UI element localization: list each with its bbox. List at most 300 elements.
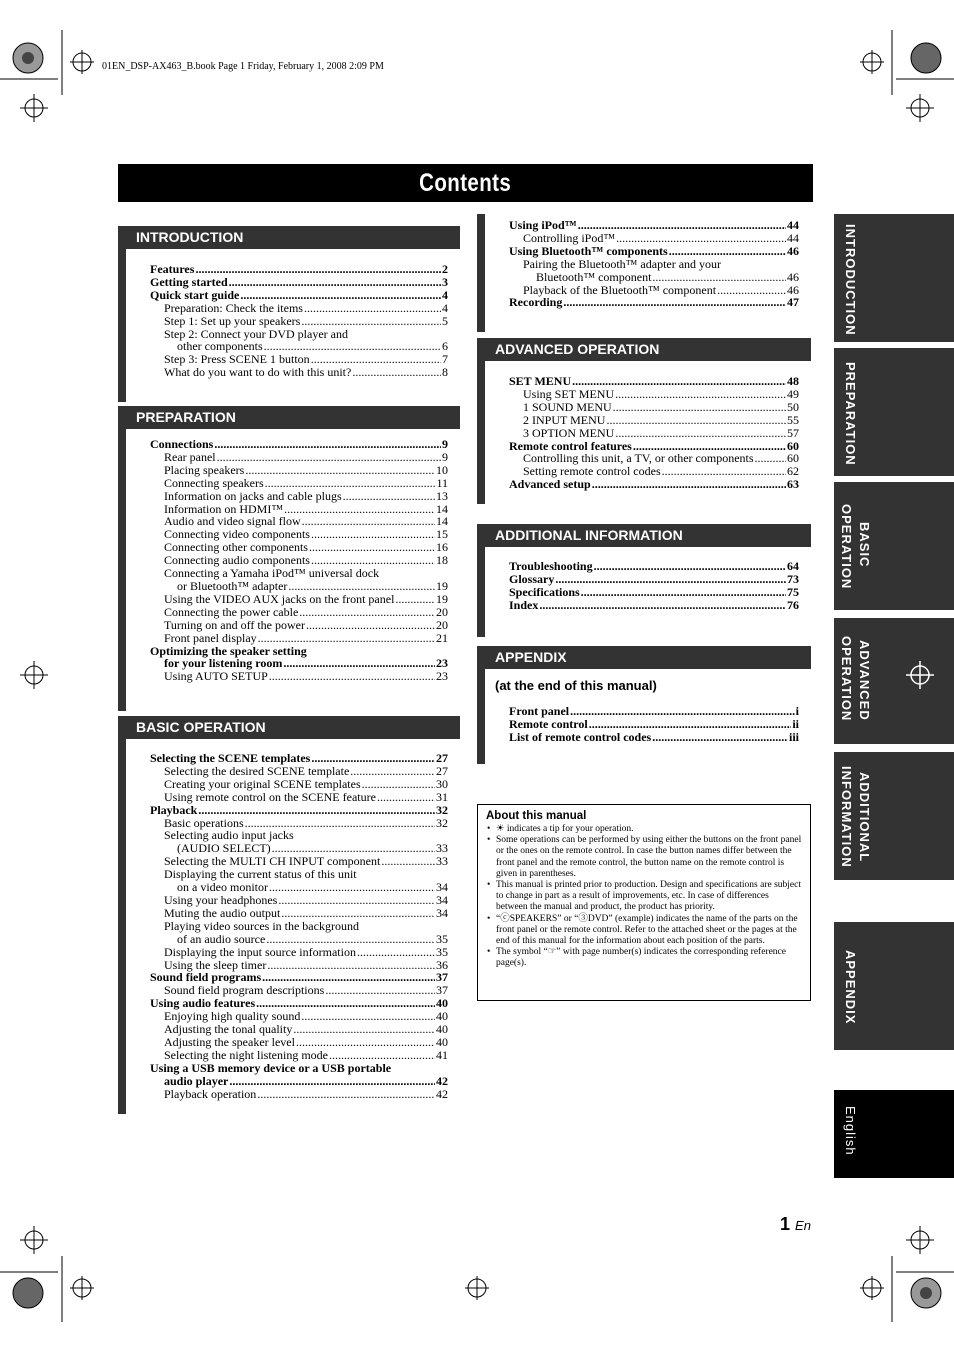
toc-leader-dots [325, 984, 435, 997]
toc-entry-page: 48 [787, 374, 799, 388]
toc-entry-title: Displaying the current status of this unit [164, 867, 357, 882]
toc-entry-title: Step 3: Press SCENE 1 button [164, 352, 310, 367]
toc-entry[interactable] [150, 464, 448, 477]
toc-entry[interactable] [150, 1062, 448, 1075]
section-heading: INTRODUCTION [118, 226, 460, 249]
toc-entry-title: Advanced setup [509, 477, 591, 492]
toc-entry-title: (AUDIO SELECT) [177, 841, 271, 856]
toc-entry-page: 11 [436, 475, 448, 490]
toc-entry[interactable] [150, 765, 448, 778]
toc-entry-title: Playing video sources in the background [164, 918, 359, 933]
toc-leader-dots [288, 580, 435, 593]
tab-label: INTRODUCTION [843, 224, 858, 336]
toc-entry[interactable] [150, 451, 448, 464]
about-bullet: • The symbol “☞” with page number(s) indicates the corresponding reference page(s). [486, 947, 802, 969]
toc-entry-page: i [795, 704, 799, 718]
toc-entry[interactable] [150, 1049, 448, 1062]
toc-leader-dots [198, 804, 435, 817]
toc-entry-page: 44 [787, 218, 799, 232]
toc-entry[interactable] [509, 599, 799, 612]
toc-leader-dots [269, 881, 435, 894]
toc-entry-page: 18 [436, 553, 448, 568]
toc-entry-page: 20 [436, 617, 448, 632]
toc-leader-dots [589, 718, 792, 731]
toc-leader-dots [293, 1023, 435, 1036]
toc-entry-title: Using the sleep timer [164, 957, 267, 972]
toc-leader-dots [362, 778, 435, 791]
toc-entry-page: 23 [436, 656, 448, 671]
toc-leader-dots [578, 219, 786, 232]
toc-entry-page: 42 [436, 1086, 448, 1101]
about-heading: About this manual [486, 810, 587, 822]
toc-leader-dots [717, 284, 786, 297]
toc-entry-title: SET MENU [509, 374, 572, 388]
toc-entry-page: 37 [436, 970, 448, 985]
toc-entry-page: 32 [436, 815, 448, 830]
toc-entry-page: 64 [787, 559, 799, 573]
toc-leader-dots [669, 245, 786, 258]
toc-entry-title: Information on jacks and cable plugs [164, 488, 342, 503]
toc-entry-page: 34 [436, 905, 448, 920]
toc-entry-page: 32 [436, 802, 448, 817]
toc-entry-title: Turning on and off the power [164, 617, 305, 632]
toc-entry-title: Adjusting the tonal quality [164, 1022, 293, 1037]
toc-entry-title: 2 INPUT MENU [523, 412, 606, 427]
toc-leader-dots [301, 1010, 435, 1023]
toc-entry[interactable] [150, 490, 448, 503]
toc-entry[interactable] [150, 752, 448, 765]
toc-leader-dots [299, 606, 435, 619]
about-bullet: • Some operations can be performed by using either the buttons on the front panel or the ones on the remote control. In case the button names differ between the front panel and the remote control, the button name on the remote control is given in parentheses. [486, 835, 802, 880]
page-title: Contents [118, 164, 813, 202]
section-advanced-operation [477, 338, 811, 504]
toc-entry-page: 35 [436, 931, 448, 946]
toc-leader-dots [570, 705, 795, 718]
toc-entry[interactable] [150, 366, 448, 379]
toc-entry-page: 20 [436, 604, 448, 619]
section-introduction [118, 226, 460, 402]
toc-entry[interactable] [509, 705, 799, 718]
toc-leader-dots [616, 232, 786, 245]
toc-entry-title: 1 SOUND MENU [523, 399, 612, 414]
section-heading: PREPARATION [118, 406, 460, 429]
toc-entry-page: 9 [442, 449, 448, 464]
toc-leader-dots [755, 452, 786, 465]
toc-entry-title: Index [509, 597, 539, 612]
toc-entry-title: Enjoying high quality sound [164, 1009, 301, 1024]
tab-preparation[interactable] [834, 348, 954, 476]
toc-entry[interactable] [509, 718, 799, 731]
toc-entry[interactable] [150, 606, 448, 619]
toc-entry[interactable] [509, 586, 799, 599]
toc-leader-dots [281, 907, 435, 920]
about-this-manual-box [477, 804, 811, 1001]
page-number-value: 1 [780, 1214, 791, 1234]
toc-entry[interactable] [509, 478, 799, 491]
about-bullets [486, 824, 802, 970]
toc-entry-title: Using your headphones [164, 892, 278, 907]
toc-entry-page: 31 [436, 789, 448, 804]
toc-entry-title: Selecting audio input jacks [164, 828, 294, 843]
toc-entry-page: 41 [436, 1047, 448, 1062]
toc-list [509, 375, 799, 491]
toc-leader-dots [302, 515, 435, 528]
toc-entry-page: 10 [436, 462, 448, 477]
toc-entry-page: 55 [787, 412, 799, 427]
toc-entry-page: 27 [436, 763, 448, 778]
toc-entry[interactable] [509, 401, 799, 414]
toc-entry-title: Using iPod™ [509, 218, 577, 232]
toc-entry-title: Connecting audio components [164, 553, 310, 568]
toc-leader-dots [652, 271, 786, 284]
toc-leader-dots [269, 670, 435, 683]
toc-entry-title: Features [150, 262, 195, 276]
toc-leader-dots [311, 528, 435, 541]
toc-leader-dots [652, 731, 788, 744]
toc-entry[interactable] [150, 593, 448, 606]
toc-entry-page: 62 [787, 464, 799, 479]
toc-entry-title: List of remote control codes [509, 729, 652, 744]
tab-advanced-operation[interactable] [834, 618, 954, 744]
toc-leader-dots [592, 478, 786, 491]
toc-leader-dots [258, 632, 435, 645]
toc-entry-page: 42 [436, 1073, 448, 1088]
toc-entry-title: Connecting video components [164, 527, 310, 542]
toc-leader-dots [214, 438, 441, 451]
toc-entry[interactable] [150, 1088, 448, 1101]
toc-entry-title: Playback operation [164, 1086, 257, 1101]
toc-leader-dots [381, 855, 435, 868]
toc-entry[interactable] [509, 258, 799, 271]
toc-entry[interactable] [150, 1036, 448, 1049]
section-basic-operation [118, 716, 460, 1114]
toc-entry-page: 9 [442, 437, 448, 451]
toc-entry-page: 3 [442, 274, 448, 289]
toc-entry-title: Using Bluetooth™ components [509, 243, 668, 258]
toc-entry-title: for your listening room [164, 656, 283, 671]
toc-entry-title: Muting the audio output [164, 905, 281, 920]
toc-entry-title: Bluetooth™ component [536, 269, 652, 284]
toc-leader-dots [309, 541, 435, 554]
toc-entry-page: 15 [436, 527, 448, 542]
toc-entry-page: 40 [436, 1009, 448, 1024]
toc-entry-title: Troubleshooting [509, 559, 593, 573]
toc-entry-title: Displaying the input source information [164, 944, 356, 959]
toc-leader-dots [195, 263, 441, 276]
toc-leader-dots [357, 946, 435, 959]
section-heading: ADDITIONAL INFORMATION [477, 524, 811, 547]
toc-entry[interactable] [509, 245, 799, 258]
toc-leader-dots [377, 791, 435, 804]
toc-entry-title: Glossary [509, 571, 555, 586]
toc-entry-page: 75 [787, 584, 799, 599]
toc-entry-title: Sound field programs [150, 970, 262, 985]
toc-entry-page: 14 [436, 514, 448, 529]
toc-list [150, 263, 448, 379]
toc-entry[interactable] [509, 414, 799, 427]
toc-entry-title: Selecting the desired SCENE template [164, 763, 350, 778]
section-additional-information [477, 524, 811, 637]
toc-entry-title: Pairing the Bluetooth™ adapter and your [523, 256, 722, 271]
toc-entry[interactable] [150, 289, 448, 302]
toc-entry[interactable] [150, 1023, 448, 1036]
toc-entry-page: 13 [436, 488, 448, 503]
toc-leader-dots [266, 933, 435, 946]
tab-introduction[interactable] [834, 214, 954, 342]
toc-entry[interactable] [150, 1075, 448, 1088]
section-heading: APPENDIX [477, 646, 811, 669]
toc-entry-page: 40 [436, 1034, 448, 1049]
toc-entry-page: 73 [787, 571, 799, 586]
toc-leader-dots [267, 959, 435, 972]
toc-entry-title: Step 2: Connect your DVD player and [164, 326, 348, 341]
tab-label: BASIC [857, 522, 872, 568]
toc-leader-dots [245, 464, 435, 477]
toc-entry[interactable] [150, 263, 448, 276]
toc-entry-page: 36 [436, 957, 448, 972]
toc-list [509, 560, 799, 612]
toc-entry-page: 33 [436, 841, 448, 856]
tab-label: English [843, 1106, 858, 1156]
about-bullet: • ☀ indicates a tip for your operation. [486, 824, 802, 835]
toc-entry[interactable] [150, 302, 448, 315]
toc-entry-page: 6 [442, 339, 448, 354]
appendix-note: (at the end of this manual) [495, 678, 657, 693]
toc-entry-title: Connecting other components [164, 540, 308, 555]
tab-label: OPERATION [839, 504, 854, 590]
toc-entry-page: ii [792, 716, 799, 731]
toc-entry-page: 35 [436, 944, 448, 959]
toc-entry-title: Controlling iPod™ [523, 230, 616, 245]
toc-leader-dots [581, 586, 786, 599]
toc-entry-title: Adjusting the speaker level [164, 1034, 295, 1049]
toc-list [150, 438, 448, 683]
toc-entry-title: Remote control [509, 716, 588, 731]
registration-mark-icon [904, 660, 936, 692]
tab-english[interactable] [834, 1090, 954, 1178]
tab-label: INFORMATION [839, 766, 854, 868]
toc-entry-title: Rear panel [164, 449, 216, 464]
tab-label: APPENDIX [843, 950, 858, 1025]
toc-entry-page: 46 [787, 282, 799, 297]
toc-entry-title: Using a USB memory device or a USB portable [150, 1060, 392, 1075]
tab-label: ADVANCED [857, 640, 872, 721]
toc-leader-dots [352, 366, 441, 379]
toc-entry[interactable] [150, 477, 448, 490]
toc-entry-title: Front panel display [164, 630, 257, 645]
toc-entry[interactable] [509, 232, 799, 245]
toc-entry-title: Preparation: Check the items [164, 300, 303, 315]
toc-leader-dots [278, 894, 435, 907]
toc-entry[interactable] [150, 619, 448, 632]
toc-entry-title: or Bluetooth™ adapter [177, 578, 288, 593]
section-heading: ADVANCED OPERATION [477, 338, 811, 361]
toc-entry[interactable] [150, 933, 448, 946]
toc-entry-page: 23 [436, 669, 448, 684]
toc-entry-page: 46 [787, 243, 799, 258]
toc-entry-page: 16 [436, 540, 448, 555]
toc-entry-page: 34 [436, 880, 448, 895]
toc-entry-page: 49 [787, 386, 799, 401]
print-header: 01EN_DSP-AX463_B.book Page 1 Friday, February 1, 2008 2:09 PM [102, 61, 384, 72]
toc-entry[interactable] [509, 427, 799, 440]
toc-entry[interactable] [150, 894, 448, 907]
toc-leader-dots [572, 375, 786, 388]
toc-entry-title: Selecting the SCENE templates [150, 751, 311, 765]
toc-entry[interactable] [509, 219, 799, 232]
toc-entry-title: Step 1: Set up your speakers [164, 313, 301, 328]
toc-entry-title: 3 OPTION MENU [523, 425, 615, 440]
toc-entry-title: Creating your original SCENE templates [164, 776, 361, 791]
toc-entry-page: 50 [787, 399, 799, 414]
page-number [780, 1214, 811, 1235]
toc-entry[interactable] [509, 560, 799, 573]
section-preparation [118, 406, 460, 711]
toc-leader-dots [301, 315, 441, 328]
toc-leader-dots [606, 414, 786, 427]
toc-leader-dots [296, 1036, 435, 1049]
toc-entry[interactable] [150, 791, 448, 804]
tab-label: ADDITIONAL [857, 772, 872, 863]
toc-entry-title: Audio and video signal flow [164, 514, 301, 529]
tab-label: PREPARATION [843, 362, 858, 466]
toc-entry-page: 34 [436, 892, 448, 907]
toc-entry-page: 2 [442, 262, 448, 276]
toc-list [509, 705, 799, 744]
toc-entry-page: 19 [436, 591, 448, 606]
toc-leader-dots [343, 490, 435, 503]
toc-entry-page: 8 [442, 365, 448, 380]
toc-entry-page: iii [788, 729, 799, 744]
toc-leader-dots [329, 1049, 435, 1062]
about-bullet: • This manual is printed prior to production. Design and specifications are subject to change in part as a result of improvements, etc. In case of differences between the manual and product, the product has priority. [486, 880, 802, 914]
toc-leader-dots [304, 302, 441, 315]
toc-leader-dots [284, 503, 435, 516]
about-bullet: • “ⓒSPEAKERS” or “③DVD” (example) indicates the name of the parts on the front panel or the remote control. Refer to the attached sheet or the pages at the end of this manual for the information about each position of the parts. [486, 914, 802, 948]
toc-entry[interactable] [150, 670, 448, 683]
toc-entry-page: 21 [436, 630, 448, 645]
toc-leader-dots [613, 401, 786, 414]
toc-entry-page: 19 [436, 578, 448, 593]
toc-leader-dots [395, 593, 435, 606]
toc-entry[interactable] [150, 804, 448, 817]
toc-entry-page: 63 [787, 477, 799, 492]
toc-entry[interactable] [150, 778, 448, 791]
toc-entry-page: 33 [436, 854, 448, 869]
toc-entry-title: Selecting the night listening mode [164, 1047, 328, 1062]
toc-entry[interactable] [509, 271, 799, 284]
toc-entry-title: Remote control features [509, 438, 632, 453]
toc-entry[interactable] [150, 920, 448, 933]
toc-entry-title: Quick start guide [150, 287, 240, 302]
toc-entry[interactable] [509, 573, 799, 586]
toc-entry[interactable] [509, 388, 799, 401]
toc-entry[interactable] [509, 296, 799, 309]
toc-leader-dots [662, 465, 786, 478]
toc-leader-dots [283, 657, 435, 670]
toc-entry-page: 7 [442, 352, 448, 367]
toc-entry-title: Specifications [509, 584, 580, 599]
section-appendix [477, 646, 811, 764]
toc-leader-dots [615, 427, 786, 440]
toc-entry[interactable] [150, 315, 448, 328]
toc-entry-page: 30 [436, 776, 448, 791]
toc-entry-title: Using SET MENU [523, 386, 615, 401]
tab-appendix[interactable] [834, 922, 954, 1050]
toc-entry[interactable] [150, 580, 448, 593]
toc-entry-title: on a video monitor [177, 880, 268, 895]
toc-entry-page: 57 [787, 425, 799, 440]
toc-entry-title: Optimizing the speaker setting [150, 643, 307, 658]
toc-entry-title: Front panel [509, 704, 570, 718]
toc-entry[interactable] [509, 375, 799, 388]
toc-entry-title: Information on HDMI™ [164, 501, 284, 516]
toc-entry-page: 46 [787, 269, 799, 284]
toc-leader-dots [563, 296, 786, 309]
toc-entry-page: 27 [436, 751, 448, 765]
page-language: En [795, 1218, 811, 1233]
toc-leader-dots [594, 560, 786, 573]
toc-entry-title: Playback [150, 802, 198, 817]
toc-entry[interactable] [150, 907, 448, 920]
toc-leader-dots [306, 619, 435, 632]
toc-entry[interactable] [150, 632, 448, 645]
tab-label: OPERATION [839, 636, 854, 722]
toc-entry-page: 60 [787, 451, 799, 466]
toc-leader-dots [240, 289, 441, 302]
toc-entry-title: of an audio source [177, 931, 266, 946]
toc-entry-page: 4 [442, 300, 448, 315]
toc-entry-title: Using remote control on the SCENE feature [164, 789, 376, 804]
toc-entry-page: 14 [436, 501, 448, 516]
toc-entry-title: audio player [164, 1073, 229, 1088]
toc-entry[interactable] [509, 731, 799, 744]
toc-entry-title: Connecting speakers [164, 475, 264, 490]
toc-leader-dots [311, 752, 435, 765]
toc-entry-title: Connecting the power cable [164, 604, 299, 619]
toc-entry-title: Placing speakers [164, 462, 245, 477]
toc-entry[interactable] [150, 438, 448, 451]
section-basic-operation-continued [477, 214, 811, 332]
section-heading: BASIC OPERATION [118, 716, 460, 739]
toc-entry-page: 44 [787, 230, 799, 245]
toc-entry-title: Playback of the Bluetooth™ component [523, 282, 717, 297]
toc-entry-title: Using the VIDEO AUX jacks on the front panel [164, 591, 395, 606]
toc-entry-page: 40 [436, 996, 448, 1011]
toc-entry-title: What do you want to do with this unit? [164, 365, 352, 380]
toc-entry-title: Recording [509, 295, 563, 310]
toc-entry-page: 5 [442, 313, 448, 328]
toc-entry[interactable] [150, 946, 448, 959]
toc-entry-title: Basic operations [164, 815, 244, 830]
toc-leader-dots [539, 599, 786, 612]
toc-entry-title: other components [177, 339, 263, 354]
toc-entry[interactable] [150, 276, 448, 289]
toc-entry-title: Getting started [150, 274, 228, 289]
toc-entry-page: 40 [436, 1022, 448, 1037]
tab-additional-information[interactable] [834, 752, 954, 880]
toc-leader-dots [217, 451, 441, 464]
toc-leader-dots [350, 765, 435, 778]
toc-entry-page: 60 [787, 438, 799, 453]
toc-entry-title: Using AUTO SETUP [164, 669, 268, 684]
toc-entry-page: 47 [787, 295, 799, 310]
toc-leader-dots [229, 1075, 435, 1088]
toc-entry-title: Controlling this unit, a TV, or other components [523, 451, 754, 466]
tab-basic-operation[interactable] [834, 482, 954, 610]
toc-entry-title: Setting remote control codes [523, 464, 661, 479]
toc-leader-dots [615, 388, 786, 401]
